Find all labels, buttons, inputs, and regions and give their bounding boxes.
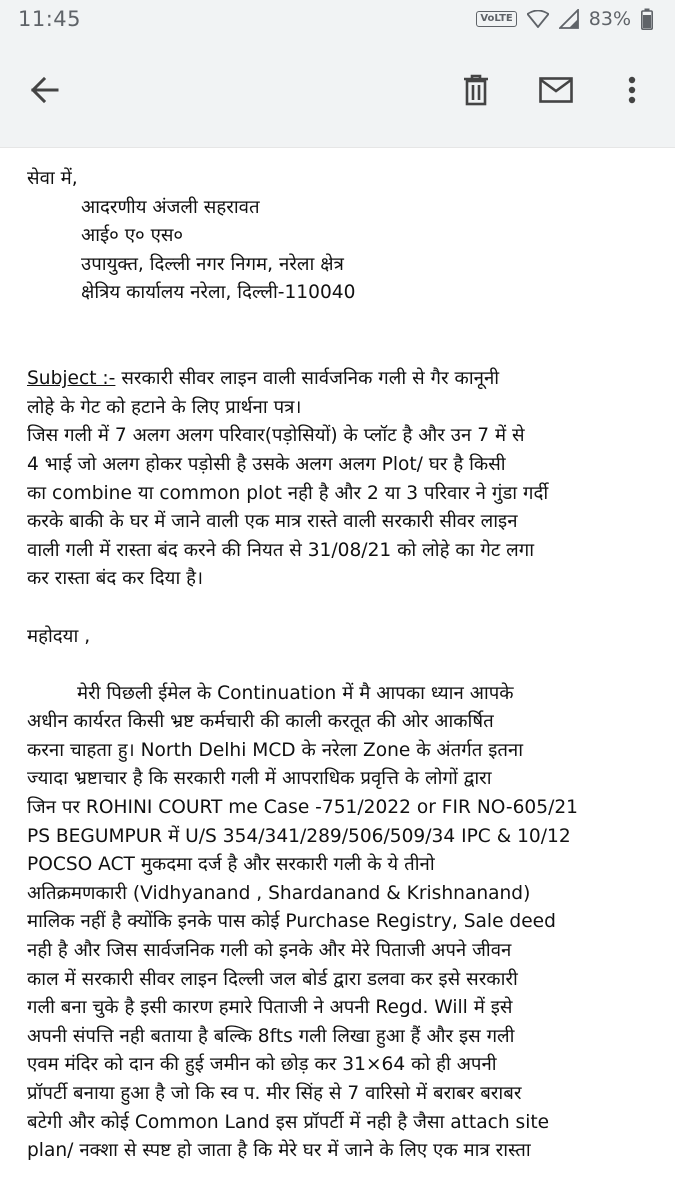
battery-percent: 83% bbox=[588, 8, 631, 30]
paragraph-line: एवम मंदिर को दान की हुई जमीन को छोड़ कर 31×64 को ही अपनी bbox=[27, 1054, 497, 1076]
subject-line: करके बाकी के घर में जाने वाली एक मात्र रास्ते वाली सरकारी सीवर लाइन bbox=[27, 511, 518, 533]
mail-icon bbox=[539, 77, 573, 107]
back-arrow-icon bbox=[29, 75, 59, 109]
paragraph-line: बटेगी और कोई Common Land इस प्रॉपर्टी में नही है जैसा attach site bbox=[27, 1111, 550, 1133]
subject-line: लोहे के गेट को हटाने के लिए प्रार्थना पत्र। bbox=[27, 396, 302, 418]
subject-line: जिस गली में 7 अलग अलग परिवार(पड़ोसियों) के प्लॉट है और उन 7 में से bbox=[27, 425, 525, 447]
message-body bbox=[27, 165, 667, 1166]
paragraph-line: PS BEGUMPUR में U/S 354/341/289/506/509/34 IPC & 10/12 bbox=[27, 825, 571, 847]
signal-icon bbox=[559, 9, 579, 29]
paragraph-line: मेरी पिछली ईमेल के Continuation में मै आपका ध्यान आपके bbox=[77, 682, 514, 704]
status-time: 11:45 bbox=[18, 7, 82, 31]
back-button[interactable] bbox=[18, 66, 70, 118]
status-bar bbox=[0, 0, 675, 38]
paragraph-line: ज्यादा भ्रष्टाचार है कि सरकारी गली में आपराधिक प्रवृत्ति के लोगों द्वारा bbox=[27, 768, 492, 790]
subject-line: कर रास्ता बंद कर दिया है। bbox=[27, 568, 204, 590]
paragraph-line: अतिक्रमणकारी (Vidhyanand , Shardanand & Krishnanand) bbox=[27, 882, 531, 904]
volte-badge: VoLTE bbox=[476, 11, 516, 27]
paragraph-line: अपनी संपत्ति नही बताया है बल्कि 8fts गली लिखा हुआ हैं और इस गली bbox=[27, 1025, 515, 1047]
subject-line: 4 भाई जो अलग होकर पड़ोसी है उसके अलग अलग Plot/ घर है किसी bbox=[27, 453, 506, 475]
more-options-button[interactable] bbox=[606, 66, 658, 118]
paragraph-line: करना चाहता हु। North Delhi MCD के नरेला Zone के अंतर्गत इतना bbox=[27, 739, 524, 761]
addressee-line: उपायुक्त, दिल्ली नगर निगम, नरेला क्षेत्र bbox=[81, 253, 344, 275]
addressee-line: आदरणीय अंजली सहरावत bbox=[81, 196, 260, 218]
subject-line: का combine या common plot नही है और 2 या 3 परिवार ने गुंडा गर्दी bbox=[27, 482, 549, 504]
subject-line bbox=[27, 365, 667, 394]
addressee-line: क्षेत्रिय कार्यालय नरेला, दिल्ली-110040 bbox=[81, 282, 356, 304]
delete-icon bbox=[462, 74, 490, 110]
paragraph-line: plan/ नक्शा से स्पष्ट हो जाता है कि मेरे घर में जाने के लिए एक मात्र रास्ता bbox=[27, 1140, 531, 1162]
salutation: सेवा में, bbox=[27, 168, 78, 189]
paragraph-line: प्रॉपर्टी बनाया हुआ है जो कि स्व प. मीर सिंह से 7 वारिसो में बराबर बराबर bbox=[27, 1083, 522, 1104]
paragraph-line: अधीन कार्यरत किसी भ्रष्ट कर्मचारी की काली करतूत की ओर आकर्षित bbox=[27, 711, 494, 733]
battery-icon bbox=[641, 8, 653, 30]
subject-text: सरकारी सीवर लाइन वाली सार्वजनिक गली से गैर कानूनी bbox=[115, 368, 500, 390]
app-bar bbox=[0, 38, 675, 148]
more-vert-icon bbox=[628, 76, 636, 108]
subject-line: वाली गली में रास्ता बंद करने की नियत से 31/08/21 को लोहे का गेट लगा bbox=[27, 539, 535, 561]
subject-label: Subject :- bbox=[27, 368, 116, 390]
paragraph-line: नही है और जिस सार्वजनिक गली को इनके और मेरे पिताजी अपने जीवन bbox=[27, 940, 512, 962]
wifi-icon bbox=[527, 10, 549, 28]
paragraph-line: POCSO ACT मुकदमा दर्ज है और सरकारी गली के ये तीनो bbox=[27, 854, 435, 876]
addressee-line: आई० ए० एस० bbox=[81, 225, 184, 247]
mark-unread-button[interactable] bbox=[530, 66, 582, 118]
greeting: महोदया , bbox=[27, 625, 91, 647]
paragraph-line: मालिक नहीं है क्योंकि इनके पास कोई Purchase Registry, Sale deed bbox=[27, 911, 556, 933]
delete-button[interactable] bbox=[450, 66, 502, 118]
status-icons bbox=[476, 8, 653, 30]
paragraph-line: जिन पर ROHINI COURT me Case -751/2022 or FIR NO-605/21 bbox=[27, 797, 578, 819]
paragraph-line: काल में सरकारी सीवर लाइन दिल्ली जल बोर्ड द्वारा डलवा कर इसे सरकारी bbox=[27, 968, 518, 990]
paragraph-line: गली बना चुके है इसी कारण हमारे पिताजी ने अपनी Regd. Will में इसे bbox=[27, 997, 513, 1019]
